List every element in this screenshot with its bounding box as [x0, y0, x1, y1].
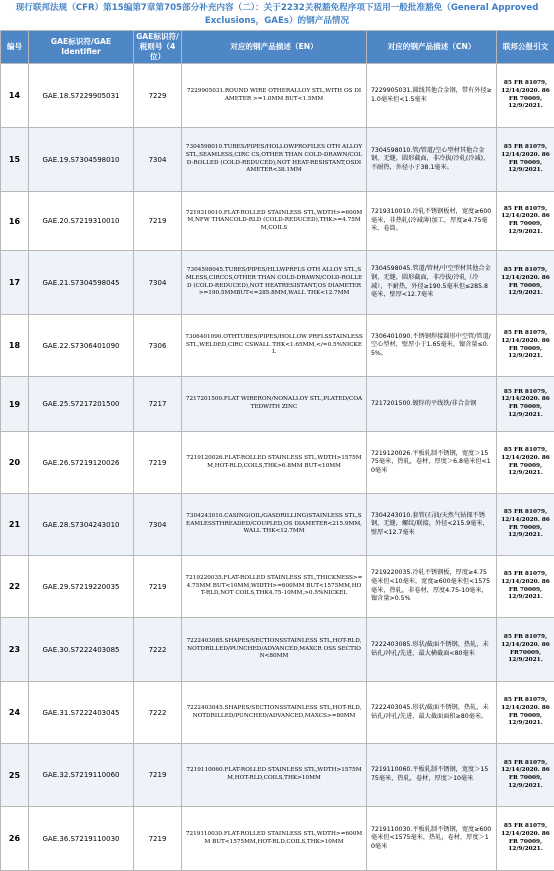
federal-register-citation: 85 FR 81079, 12/14/2020. 86 FR 70009, 12/9/2021. [497, 128, 554, 192]
tariff-code: 7219 [134, 192, 182, 251]
row-number: 18 [1, 315, 29, 377]
description-cn: 7219110030.平板轧制不锈钢，宽度≥600毫米但<1575毫米，热轧，卷材，厚度＞10毫米 [367, 807, 497, 871]
gae-identifier: GAE.36.S7219110030 [29, 807, 134, 871]
row-number: 20 [1, 432, 29, 494]
description-en: 7306401090.OTHTUBES/PIPES/HOLLOW PRFLSSTAINLESS STL,WELDED,CIRC CSWALL THK<1.65MM,</=0.5%NICKEL [182, 315, 367, 377]
table-row [1, 377, 554, 432]
table-row [1, 744, 554, 807]
table-header-row [1, 31, 554, 64]
federal-register-citation: 85 FR 81079, 12/14/2020. 86 FR 70009, 12/9/2021. [497, 315, 554, 377]
row-number: 26 [1, 807, 29, 871]
description-en: 7219110030.FLAT-ROLLED STAINLESS STL,WDTH>=600MM BUT<1575MM,HOT-RLD,COILS,THK>10MM [182, 807, 367, 871]
table-row [1, 556, 554, 618]
federal-register-citation: 85 FR 81079, 12/14/2020. 86 FR 70009, 12/9/2021. [497, 192, 554, 251]
row-number: 14 [1, 64, 29, 128]
gae-identifier: GAE.32.S7219110060 [29, 744, 134, 807]
description-cn: 7222403085.形状/截面不锈钢，热轧，未钻孔/冲孔/先进，最大横截面<80毫米 [367, 618, 497, 682]
row-number: 19 [1, 377, 29, 432]
description-cn: 7219310010.冷轧不锈钢板材，宽度≥600毫米，非热轧(冷减薄)加工，厚度≥4.75毫米，卷筒。 [367, 192, 497, 251]
table-row [1, 128, 554, 192]
page-title: 现行联邦法规（CFR）第15编第7章第705部分补充内容（二）：关于2232关税豁免程序项下适用一般批准豁免（General Approved Exclusions，GAEs）的钢产品情况 [0, 0, 554, 30]
tariff-code: 7304 [134, 128, 182, 192]
description-cn: 7304598010.管/管道/空心型材其他合金钢，无缝，圆形截面，非冷拔/冷轧(冷减)，不耐热，外径小于38.1毫米。 [367, 128, 497, 192]
description-cn: 7219110060.平板轧制不锈钢，宽度＞1575毫米，热轧，卷材，厚度＞10毫米 [367, 744, 497, 807]
description-en: 7222403045.SHAPES/SECTIONSSTAINLESS STL,HOT-RLD,NOTDRILLED/PUNCHED/ADVANCED,MAXCS>=80MM [182, 682, 367, 744]
gae-identifier: GAE.22.S7306401090 [29, 315, 134, 377]
row-number: 17 [1, 251, 29, 315]
row-number: 16 [1, 192, 29, 251]
tariff-code: 7222 [134, 618, 182, 682]
table-row [1, 64, 554, 128]
federal-register-citation: 85 FR 81079, 12/14/2020. 86 FR 70009, 12/9/2021. [497, 494, 554, 556]
tariff-code: 7229 [134, 64, 182, 128]
table-row [1, 251, 554, 315]
table-row [1, 682, 554, 744]
row-number: 24 [1, 682, 29, 744]
table-row [1, 618, 554, 682]
description-en: 7219120026.FLAT-ROLLED STAINLESS STL,WDTH>1575MM,HOT-RLD,COILS,THK>6.8MM BUT<10MM [182, 432, 367, 494]
description-en: 7304598045.TUBES/PIPES/HLLWPRFLS OTH ALLOY STL,SMLESS,CIRCCS,OTHER THAN COLD-DRAWN/COLD-ROLLED (COLD-REDUCED),NOT HEATRESISTANT,OS DIAMETER>=190.5MMBUT<=285.8MM,WALL THK<12.7MM [182, 251, 367, 315]
gae-identifier: GAE.18.S7229905031 [29, 64, 134, 128]
row-number: 21 [1, 494, 29, 556]
description-en: 7217201500.FLAT WIRERON/NONALLOY STL,PLATED/COATEDWITH ZINC [182, 377, 367, 432]
federal-register-citation: 85 FR 81079, 12/14/2020. 86 FR 70009, 12/9/2021. [497, 251, 554, 315]
table-row [1, 494, 554, 556]
header-no: 编号 [1, 31, 29, 64]
federal-register-citation: 85 FR 81079, 12/14/2020. 86 FR 70009, 12/9/2021. [497, 64, 554, 128]
gae-identifier: GAE.21.S7304598045 [29, 251, 134, 315]
federal-register-citation: 85 FR 81079, 12/14/2020. 86 FR 70009, 12/9/2021. [497, 682, 554, 744]
gae-identifier: GAE.30.S7222403085 [29, 618, 134, 682]
gae-identifier: GAE.31.S7222403045 [29, 682, 134, 744]
description-cn: 7306401090.不锈钢焊接圆形中空管/管道/空心型材，壁厚小于1.65毫米，镍含量≤0.5%。 [367, 315, 497, 377]
gae-identifier: GAE.26.S7219120026 [29, 432, 134, 494]
federal-register-citation: 85 FR 81079, 12/14/2020. 86 FR 70009, 12/9/2021. [497, 432, 554, 494]
description-cn: 7219220035.冷轧不锈钢板，厚度≥4.75毫米但<10毫米，宽度≥600毫米但<1575毫米，热轧，非卷材，厚度4.75-10毫米，镍含量>0.5% [367, 556, 497, 618]
tariff-code: 7219 [134, 744, 182, 807]
table-row [1, 432, 554, 494]
description-cn: 7219120026.平板轧制不锈钢，宽度＞1575毫米，热轧，卷材，厚度＞6.8毫米但<10毫米 [367, 432, 497, 494]
row-number: 25 [1, 744, 29, 807]
gae-identifier: GAE.25.S7217201500 [29, 377, 134, 432]
gae-identifier: GAE.20.S7219310010 [29, 192, 134, 251]
federal-register-citation: 85 FR 81079, 12/14/2020. 86 FR 70009, 12/9/2021. [497, 556, 554, 618]
row-number: 15 [1, 128, 29, 192]
description-en: 7304243010.CASING(OIL/GASDRILLING)STAINLESS STL,SEAMLESSTHREADED/COUPLED,OS DIAMETER<215.9MM,WALL THK<12.7MM [182, 494, 367, 556]
description-cn: 7304598045.管道/管材/中空型材其他合金钢，无缝，圆形截面，非冷拔/冷轧（冷减），不耐热，外径≥190.5毫米但≤285.8毫米，壁厚<12.7毫米 [367, 251, 497, 315]
header-en: 对应的钢产品描述（EN） [182, 31, 367, 64]
gae-identifier: GAE.19.S7304598010 [29, 128, 134, 192]
description-cn: 7222403045.形状/截面不锈钢，热轧，未钻孔/冲孔/先进，最大截面面积≥80毫米。 [367, 682, 497, 744]
description-cn: 7304243010.套管(石油/天然气钻探不锈钢，无缝，螺纹/联接，外径<215.9毫米，壁厚<12.7毫米 [367, 494, 497, 556]
description-en: 7229905031.ROUND WIRE OTHERALLOY STL,WITH OS DIAMETER >=1.0MM BUT<1.5MM [182, 64, 367, 128]
row-number: 22 [1, 556, 29, 618]
description-cn: 7229905031.圆线其他合金钢，带有外径≥1.0毫米但<1.5毫米 [367, 64, 497, 128]
description-en: 7219220035.FLAT-ROLLED STAINLESS STL,THICKNESS>=4.75MM BUT<10MM,WIDTH>=600MM BUT<1575MM,HOT-RLD,NOT COILS,THK4.75-10MM,>0.5%NICKEL [182, 556, 367, 618]
table-row [1, 807, 554, 871]
row-number: 23 [1, 618, 29, 682]
federal-register-citation: 85 FR 81079, 12/14/2020. 86 FR70009, 12/9/2021. [497, 618, 554, 682]
gae-identifier: GAE.28.S7304243010 [29, 494, 134, 556]
tariff-code: 7219 [134, 432, 182, 494]
gae-identifier: GAE.29.S7219220035 [29, 556, 134, 618]
table-row [1, 192, 554, 251]
tariff-code: 7222 [134, 682, 182, 744]
tariff-code: 7217 [134, 377, 182, 432]
tariff-code: 7304 [134, 494, 182, 556]
description-en: 7222403085.SHAPES/SECTIONSSTAINLESS STL,HOT-RLD,NOTDRILLED/PUNCHED/ADVANCED,MAXCR OSS SECTION<80MM [182, 618, 367, 682]
table-row [1, 315, 554, 377]
tariff-code: 7304 [134, 251, 182, 315]
tariff-code: 7219 [134, 556, 182, 618]
header-fr: 联邦公报引文 [497, 31, 554, 64]
tariff-code: 7219 [134, 807, 182, 871]
header-gae: GAE标识符/GAE Identifier [29, 31, 134, 64]
description-en: 7304598010.TUBES/PIPES/HOLLOWPROFILES OTH ALLOY STL,SEAMLESS,CIRC CS,OTHER THAN COLD-DRAWN/COLD-ROLLED (COLD-REDUCED),NOT HEAT-RESISTANT,OSDIAMETER<38.1MM [182, 128, 367, 192]
description-en: 7219110060.FLAT-ROLLED STAINLESS STL,WDTH>1575MM,HOT-RLD,COILS,THK>10MM [182, 744, 367, 807]
header-tariff: GAE标识符/税则号（4位） [134, 31, 182, 64]
description-cn: 7217201500.镀锌的平线铁/非合金钢 [367, 377, 497, 432]
tariff-code: 7306 [134, 315, 182, 377]
federal-register-citation: 85 FR 81079, 12/14/2020. 86 FR 70009, 12/9/2021. [497, 377, 554, 432]
header-cn: 对应的钢产品描述（CN） [367, 31, 497, 64]
description-en: 7219310010.FLAT-ROLLED STAINLESS STL,WDTH>=600MM,NFW THANCOLD-RLD (COLD-REDUCED),THK>=4.75MM,COILS [182, 192, 367, 251]
federal-register-citation: 85 FR 81079, 12/14/2020. 86 FR 70009, 12/9/2021. [497, 744, 554, 807]
steel-products-table [0, 30, 554, 871]
federal-register-citation: 85 FR 81079, 12/14/2020. 86 FR 70009, 12/9/2021. [497, 807, 554, 871]
